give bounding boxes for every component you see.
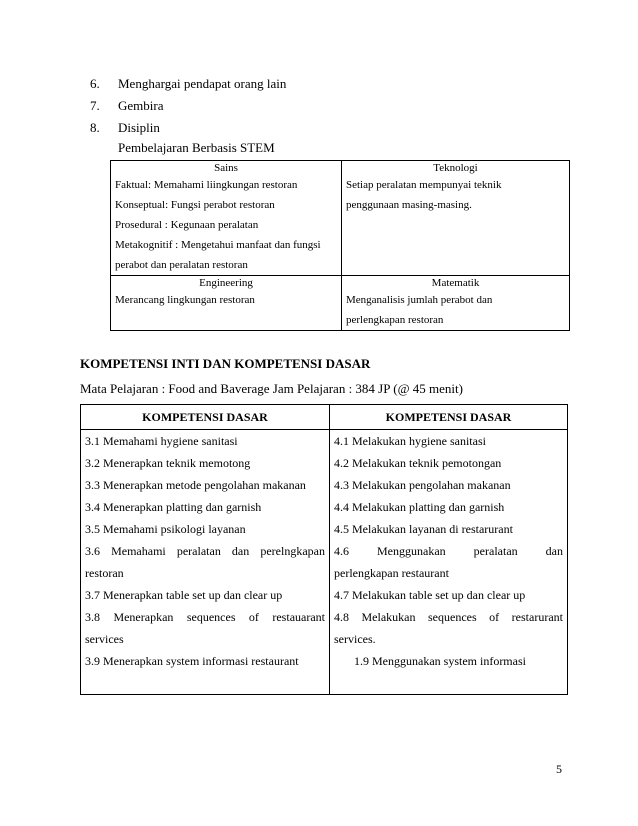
list-number: 8. xyxy=(90,120,100,135)
kd-right-line: 4.1 Melakukan hygiene sanitasi xyxy=(334,434,486,448)
kd-left-line: 3.2 Menerapkan teknik memotong xyxy=(85,456,251,470)
sains-header: Sains xyxy=(214,162,238,174)
sains-line: perabot dan peralatan restoran xyxy=(115,259,248,271)
engineering-line: Merancang lingkungan restoran xyxy=(115,294,255,306)
kd-header: KOMPETENSI DASAR xyxy=(330,405,568,430)
matematik-header: Matematik xyxy=(431,277,480,289)
kd-right-cell xyxy=(330,430,568,695)
stem-caption: Pembelajaran Berbasis STEM xyxy=(118,140,275,155)
kd-left-line: services xyxy=(85,632,124,646)
teknologi-line: penggunaan masing-masing. xyxy=(346,199,472,211)
list-item xyxy=(90,76,286,92)
kd-left-line: 3.5 Memahami psikologi layanan xyxy=(85,522,246,536)
teknologi-header: Teknologi xyxy=(433,162,478,174)
kd-right-line: 4.6 Menggunakan peralatan dan xyxy=(334,544,563,558)
list-number: 6. xyxy=(90,76,100,91)
section-title: KOMPETENSI INTI DAN KOMPETENSI DASAR xyxy=(80,356,371,371)
kd-left-cell xyxy=(81,430,330,695)
engineering-cell xyxy=(111,276,342,331)
kd-right-line: 4.7 Melakukan table set up dan clear up xyxy=(334,588,526,602)
teknologi-line: Setiap peralatan mempunyai teknik xyxy=(346,179,502,191)
kd-right-line: 4.8 Melakukan sequences of restarurant xyxy=(334,610,563,624)
sains-line: Konseptual: Fungsi perabot restoran xyxy=(115,199,275,211)
list-text: Disiplin xyxy=(118,120,160,135)
matematik-line: perlengkapan restoran xyxy=(346,314,444,326)
list-text: Menghargai pendapat orang lain xyxy=(118,76,287,91)
kd-left-line: restoran xyxy=(85,566,124,580)
matematik-line: Menganalisis jumlah perabot dan xyxy=(346,294,493,306)
kd-right-line: 4.5 Melakukan layanan di restarurant xyxy=(334,522,513,536)
kd-left-line: 3.3 Menerapkan metode pengolahan makanan xyxy=(85,478,306,492)
kd-left-line: 3.1 Memahami hygiene sanitasi xyxy=(85,434,238,448)
sains-line: Faktual: Memahami liingkungan restoran xyxy=(115,179,298,191)
stem-table xyxy=(110,160,570,331)
kd-right-line: 4.4 Melakukan platting dan garnish xyxy=(334,500,505,514)
kd-left-line: 3.9 Menerapkan system informasi restaurant xyxy=(85,654,299,668)
page-number: 5 xyxy=(556,762,562,776)
kd-right-line: 1.9 Menggunakan system informasi xyxy=(354,654,526,668)
list-text: Gembira xyxy=(118,98,164,113)
kd-right-line: perlengkapan restaurant xyxy=(334,566,449,580)
engineering-header: Engineering xyxy=(199,277,253,289)
list-number: 7. xyxy=(90,98,100,113)
sains-line: Prosedural : Kegunaan peralatan xyxy=(115,219,259,231)
kd-right-line: services. xyxy=(334,632,376,646)
kd-right-line: 4.2 Melakukan teknik pemotongan xyxy=(334,456,502,470)
kd-right-line: 4.3 Melakukan pengolahan makanan xyxy=(334,478,511,492)
kd-left-line: 3.4 Menerapkan platting dan garnish xyxy=(85,500,262,514)
kd-header: KOMPETENSI DASAR xyxy=(81,405,330,430)
kd-left-line: 3.6 Memahami peralatan dan perelngkapan xyxy=(85,544,325,558)
matematik-cell xyxy=(342,276,570,331)
sains-cell xyxy=(111,161,342,276)
list-item xyxy=(90,98,163,114)
kd-table xyxy=(80,404,568,695)
list-item xyxy=(90,120,160,136)
kd-left-line: 3.7 Menerapkan table set up dan clear up xyxy=(85,588,283,602)
subject-line: Mata Pelajaran : Food and Baverage Jam Pelajaran : 384 JP (@ 45 menit) xyxy=(80,381,463,396)
teknologi-cell xyxy=(342,161,570,276)
kd-left-line: 3.8 Menerapkan sequences of restauarant xyxy=(85,610,325,624)
sains-line: Metakognitif : Mengetahui manfaat dan fungsi xyxy=(115,239,321,251)
